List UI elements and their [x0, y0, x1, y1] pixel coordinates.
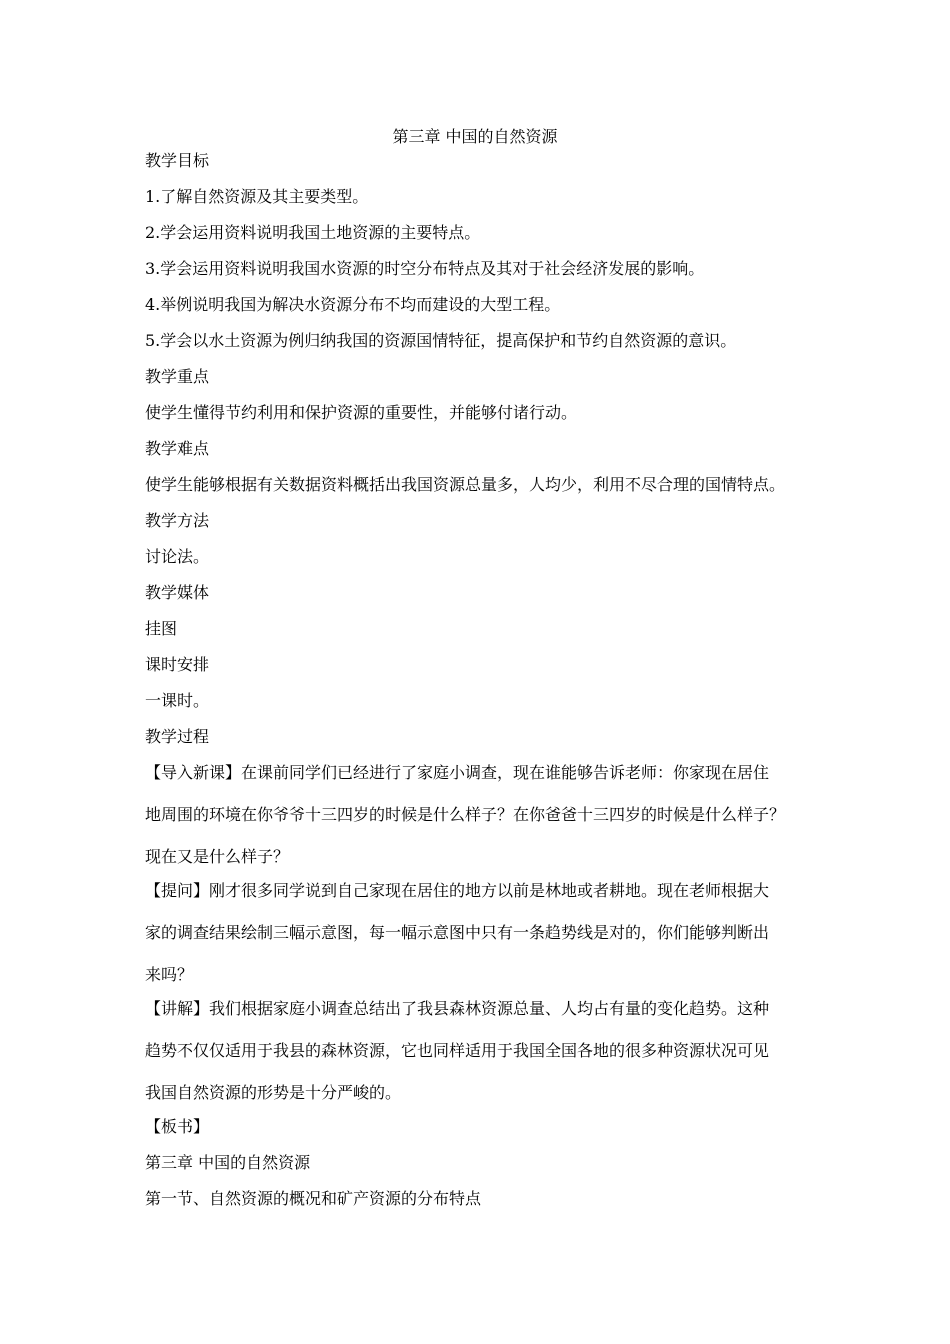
section-heading-objectives: 教学目标	[145, 151, 210, 170]
objective-item: 4.举例说明我国为解决水资源分布不均而建设的大型工程。	[145, 295, 561, 314]
paragraph-text: 【提问】刚才很多同学说到自己家现在居住的地方以前是林地或者耕地。现在老师根据大	[145, 881, 770, 900]
paragraph-text: 地周围的环境在你爷爷十三四岁的时候是什么样子？在你爸爸十三四岁的时候是什么样子？	[145, 805, 786, 824]
paragraph-text: 现在又是什么样子？	[145, 847, 290, 866]
board-section-title: 第一节、自然资源的概况和矿产资源的分布特点	[145, 1189, 482, 1208]
objective-item: 1.了解自然资源及其主要类型。	[145, 187, 369, 206]
section-heading-schedule: 课时安排	[145, 655, 210, 674]
paragraph-text: 【讲解】我们根据家庭小调查总结出了我县森林资源总量、人均占有量的变化趋势。这种	[145, 999, 770, 1018]
board-heading: 【板书】	[145, 1117, 210, 1136]
objective-item: 2.学会运用资料说明我国土地资源的主要特点。	[145, 223, 481, 242]
paragraph-text: 我国自然资源的形势是十分严峻的。	[145, 1083, 402, 1102]
section-heading-methods: 教学方法	[145, 511, 210, 530]
objective-item: 5.学会以水土资源为例归纳我国的资源国情特征，提高保护和节约自然资源的意识。	[145, 331, 737, 350]
paragraph-text: 使学生懂得节约利用和保护资源的重要性，并能够付诸行动。	[145, 403, 578, 422]
objective-item: 3.学会运用资料说明我国水资源的时空分布特点及其对于社会经济发展的影响。	[145, 259, 705, 278]
section-heading-difficulties: 教学难点	[145, 439, 210, 458]
paragraph-text: 来吗？	[145, 965, 194, 984]
paragraph-text: 挂图	[145, 619, 178, 638]
paragraph-text: 【导入新课】在课前同学们已经进行了家庭小调查，现在谁能够告诉老师：你家现在居住	[145, 763, 770, 782]
paragraph-text: 趋势不仅仅适用于我县的森林资源，它也同样适用于我国全国各地的很多种资源状况可见	[145, 1041, 770, 1060]
board-chapter-title: 第三章 中国的自然资源	[145, 1153, 311, 1172]
paragraph-text: 使学生能够根据有关数据资料概括出我国资源总量多，人均少，利用不尽合理的国情特点。	[145, 475, 786, 494]
paragraph-text: 一课时。	[145, 691, 210, 710]
document-title: 第三章 中国的自然资源	[392, 127, 558, 146]
section-heading-key-points: 教学重点	[145, 367, 210, 386]
paragraph-text: 讨论法。	[145, 547, 210, 566]
section-heading-process: 教学过程	[145, 727, 210, 746]
paragraph-text: 家的调查结果绘制三幅示意图，每一幅示意图中只有一条趋势线是对的，你们能够判断出	[145, 923, 770, 942]
section-heading-media: 教学媒体	[145, 583, 210, 602]
